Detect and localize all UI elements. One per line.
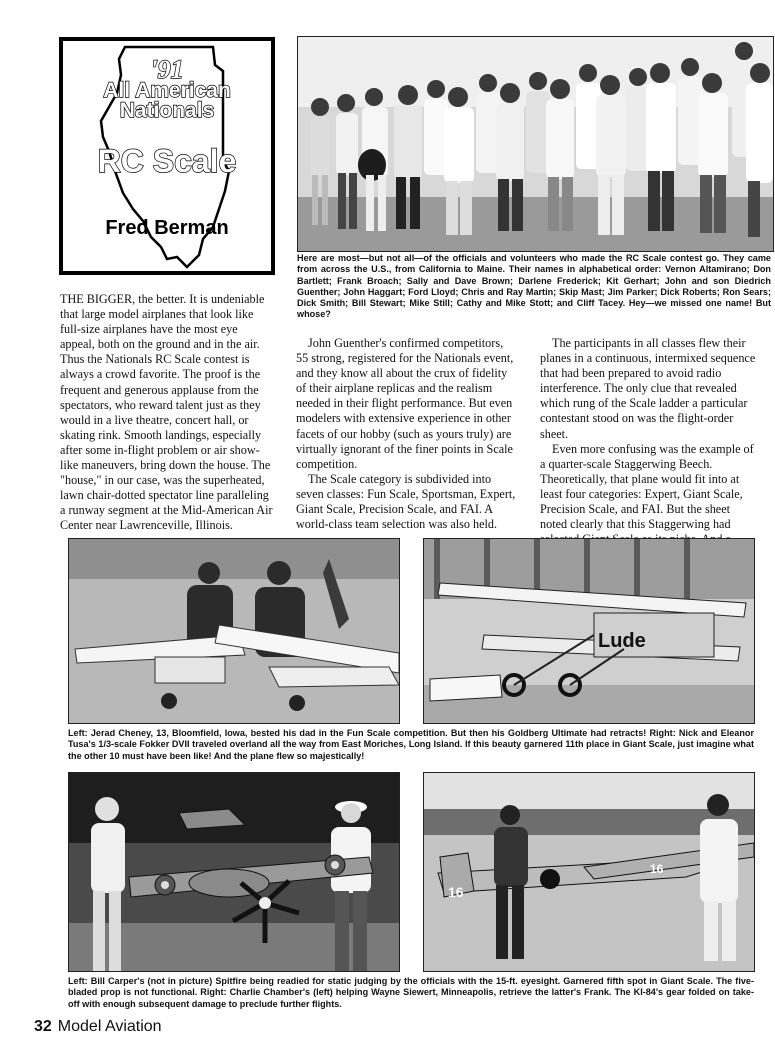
logo-category: RC Scale	[97, 143, 237, 179]
middle-photos-caption: Left: Jerad Cheney, 13, Bloomfield, Iowa, bested his dad in the Fun Scale competition. But then his Goldberg Ultimate had retracts! Right: Nick and Eleanor Tusa's 1/3-scale Fokker DVII traveled overland all the way from East Moriches, Long Island. If this beauty garnered 11th place in Giant Scale, just imagine what the other 10 must have been like! And the plane flew so majestically!	[68, 728, 754, 761]
fokker-photo	[423, 538, 755, 724]
column-1-paragraph: THE BIGGER, the better. It is undeniable that large model airplanes that look like full-size airplanes have the most eye appeal, both on the ground and in the air. Thus the Nationals RC Scale contest is always a crowd favorite. The proof is the frequent and generous applause from the spectators, who reward talent just as they would in a live theatre, concert hall, or skating rink. Smooth landings, especially after some in-flight problem or air show-like maneuvers, bring down the house. The "house," in our case, was the superheated, lawn chair-dotted spectator line paralleling a runway segment at the Mid-American Air Center near Lawrenceville, Illinois.	[60, 292, 273, 533]
bottom-photos-caption: Left: Bill Carper's (not in picture) Spitfire being readied for static judging by the officials with the 15-ft. eyesight. Garnered fifth spot in Giant Scale. The five-bladed prop is not functional. Right: Charlie Chamber's (left) helping Wayne Siewert, Minneapolis, retrieve the latter's Frank. The KI-84's gear folded on take-off with enough subsequent damage to preclude further flights.	[68, 976, 754, 1009]
logo-year: '91	[150, 55, 184, 84]
page-number: 32	[34, 1018, 52, 1035]
article-column-2	[296, 336, 516, 532]
magazine-name: Model Aviation	[57, 1018, 162, 1035]
logo-event-line1: All American	[103, 79, 231, 102]
logo-event-line2: Nationals	[119, 99, 215, 122]
column-2-paragraph-2: The Scale category is subdivided into seven classes: Fun Scale, Sportsman, Expert, Giant Scale, Precision Scale, and FAI. A world-class team selection was also held.	[296, 471, 516, 532]
logo-author: Fred Berman	[105, 217, 229, 239]
page-footer	[34, 1018, 162, 1036]
article-logo	[59, 37, 275, 275]
group-photo	[297, 36, 774, 252]
ki84-number-right: 16	[650, 862, 664, 876]
fun-scale-photo	[68, 538, 400, 724]
ki84-photo	[423, 772, 755, 972]
article-column-3	[540, 336, 758, 547]
column-2-paragraph-1: John Guenther's confirmed competitors, 55 strong, registered for the Nationals event, and they know all about the crux of fidelity of their airplane replicas and the realism needed in their flight performance. But even modelers with extensive experience in other facets of our hobby (such as yours truly) are virtually ignorant of the finer points in Scale competition.	[296, 336, 514, 471]
article-column-1	[60, 292, 274, 534]
fokker-marking-text: Lude	[598, 630, 646, 652]
column-3-paragraph-2: Even more confusing was the example of a quarter-scale Staggerwing Beech. Theoretically, that plane would fit into at least four categories: Expert, Giant Scale, Precision Scale, and FAI. But the sheet noted clearly that this Staggerwing had	[540, 441, 754, 532]
group-photo-caption: Here are most—but not all—of the officials and volunteers who made the RC Scale contest go. They came from across the U.S., from California to Maine. Their names in alphabetical order: Vernon Altamirano; Don Bartlett; Frank Broach; Sally and Dave Brown; Darlene Frederick; Kit Gerhart; John and son Diedrich Guenther; John Haggart; Ford Lloyd; Chris and Ray Martin; Skip Mast; Jim Parker; Dick Roberts; Ron Sears; Dick Smith; Bill Stewart; Mike Still; Cathy and Mike Stott; and Cliff Tacey. Hey—we missed one name! But whose?	[297, 253, 771, 320]
column-3-paragraph-1: The participants in all classes flew their planes in a continuous, intermixed sequence that had been prepared to avoid radio interference. The only clue that revealed which rung of the Scale ladder a particular contestant stood on was the flight-order sheet.	[540, 336, 756, 441]
spitfire-photo	[68, 772, 400, 972]
ki84-number-left: 16	[448, 884, 464, 900]
logo-panel	[63, 41, 271, 271]
